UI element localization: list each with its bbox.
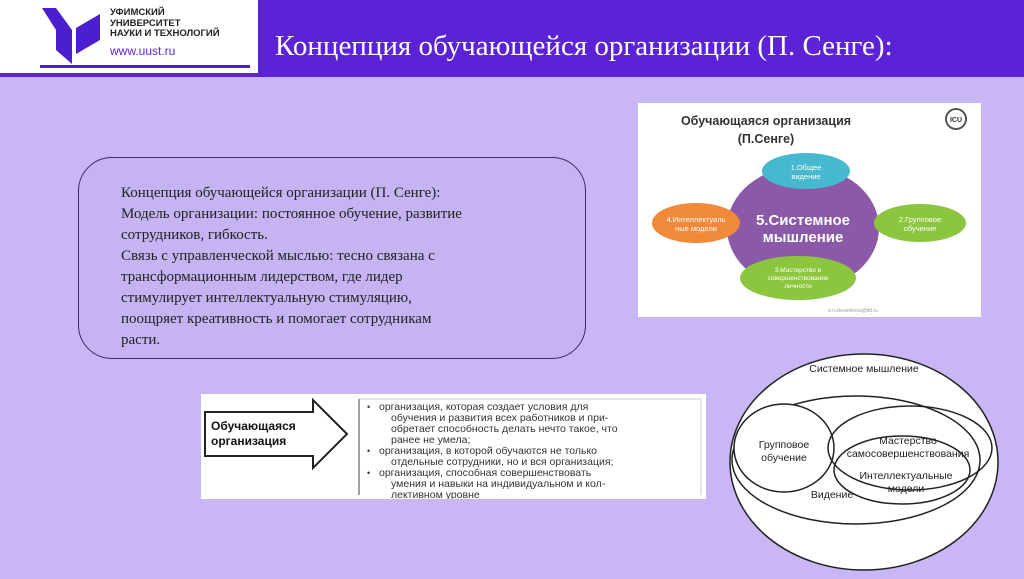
logo-line-3: НАУКИ И ТЕХНОЛОГИЙ	[110, 28, 220, 39]
center-label-1: 5.Системное	[755, 212, 851, 229]
text-line: Модель организации: постоянное обучение, развитие	[121, 206, 462, 222]
senge-diagram-image	[638, 103, 981, 317]
icu-badge-text: ICU	[949, 117, 963, 124]
right-label-1: 2.Групповое	[898, 215, 942, 224]
definition-line: отдельные сотрудники, но и вся организация;	[391, 456, 614, 468]
arrow-label-2: организация	[211, 434, 287, 448]
logo-line-1: УФИМСКИЙ	[110, 7, 165, 18]
slide-title: Концепция обучающейся организации (П. Сенге):	[275, 30, 893, 62]
circles-svg	[728, 352, 1000, 574]
senge-diagram-svg	[638, 103, 981, 317]
text-line: Концепция обучающейся организации (П. Сенге):	[121, 185, 441, 201]
text-line: Связь с управленческой мыслью: тесно связана с	[121, 248, 435, 264]
right-label-2: самосовершенствования	[846, 448, 970, 460]
right-label-1: Мастерство	[879, 435, 937, 447]
inner-label-1: Интеллектуальные	[859, 470, 953, 482]
top-label-2: видение	[791, 172, 821, 181]
concept-text-box	[78, 157, 586, 359]
definition-line: организация, в которой обучаются не только	[379, 445, 598, 457]
definition-items	[379, 401, 618, 499]
definition-line: организация, способная совершенствовать	[379, 467, 592, 479]
center-label-2: мышление	[762, 229, 844, 246]
diagram-title-1: Обучающаяся организация	[680, 114, 852, 128]
left-label-1: Групповое	[758, 439, 810, 451]
definition-line: лективном уровне	[391, 489, 480, 499]
left-label-2: ные модели	[675, 224, 717, 233]
arrow-label-1: Обучающаяся	[211, 419, 296, 433]
logo-line-2: УНИВЕРСИТЕТ	[110, 17, 181, 29]
logo-url-link[interactable]: www.uust.ru	[110, 44, 176, 58]
text-line: трансформационным лидерством, где лидер	[121, 269, 403, 285]
definition-line: умения и навыки на индивидуальном и кол-	[391, 478, 606, 490]
diagram-title-2: (П.Сенге)	[737, 132, 795, 146]
top-label-1: 1.Общее	[790, 163, 822, 172]
left-label-1: 4.Интеллектуаль	[666, 215, 726, 224]
logo-panel	[0, 0, 258, 73]
outer-label: Системное мышление	[809, 363, 919, 375]
bullet-icon: •	[367, 468, 371, 478]
bottom-label: Видение	[810, 489, 854, 501]
header-bar	[0, 0, 1024, 77]
definition-svg	[201, 394, 706, 499]
bullet-icon: •	[367, 446, 371, 456]
text-line: расти.	[121, 332, 161, 348]
definition-line: ранее не умела;	[391, 434, 471, 446]
text-line: поощряет креативность и помогает сотрудникам	[121, 311, 432, 327]
inner-label-2: модели	[887, 483, 925, 495]
bottom-label-3: личности	[784, 283, 812, 290]
logo-text	[110, 8, 220, 40]
university-logo-icon	[42, 8, 102, 64]
definition-line: организация, которая создает условия для	[379, 401, 589, 413]
definition-line: обучения и развития всех работников и при-	[391, 412, 609, 424]
definition-line: обретает способность делать нечто такое, что	[391, 423, 618, 435]
bullet-icon: •	[367, 402, 371, 412]
bottom-label-2: совершенствовании	[767, 275, 829, 282]
bottom-label-1: 3.Мастерство в	[774, 267, 822, 274]
logo-underline	[40, 65, 250, 68]
definition-image	[201, 394, 706, 499]
left-label-2: обучение	[761, 452, 807, 464]
right-label-2: обучение	[903, 224, 937, 233]
diagram-footer: e.n.elesenkova@itd.ru	[828, 308, 878, 314]
text-line: сотрудников, гибкость.	[121, 227, 268, 243]
circles-diagram	[728, 352, 1000, 574]
text-line: стимулирует интеллектуальную стимуляцию,	[121, 290, 412, 306]
concept-text	[121, 183, 541, 351]
